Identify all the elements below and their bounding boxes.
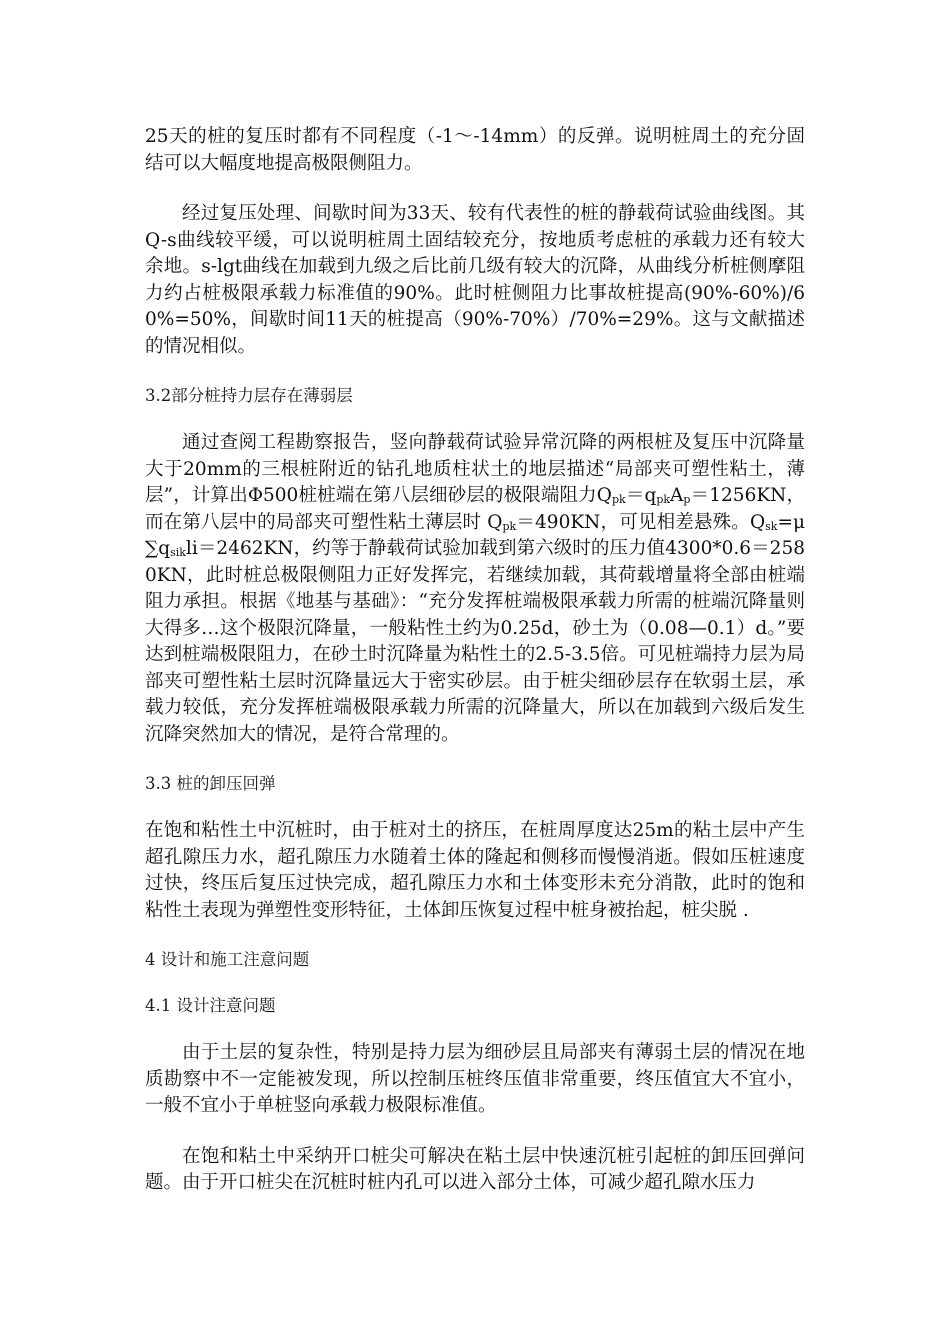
section-heading-4-1: 4.1 设计注意问题 — [145, 996, 276, 1015]
paragraph-weak-layer-analysis: 通过查阅工程勘察报告，竖向静载荷试验异常沉降的两根桩及复压中沉降量大于20mm的三根桩附近的钻孔地质柱状土的地层描述“局部夹可塑性粘土，薄层”，计算出Φ500桩桩端在第八层细砂层的极限端阻力$Q_{pk}=q_{pk}A_p=1256KN$，而在第八层中的局部夹可塑性粘土薄层时 $Q_{pk}=490KN$，可见相差悬殊。$Q_{sk}=\mu\sum q_{sik}li=2462KN$，约等于静载荷试验加载到第六级时的压力值4300*0.6＝2580KN，此时桩总极限侧阻力正好发挥完，若继续加载，其荷载增量将全部由桩端阻力承担。根据《地基与基础》：“充分发挥桩端极限承载力所需的桩端沉降量则大得多…这个极限沉降量，一般粘性土约为0.25d，砂土为（0.08—0.1）d。”要达到桩端极限阻力，在砂土时沉降量为粘性土的2.5-3.5倍。可见桩端持力层为局部夹可塑性粘土层时沉降量远大于密实砂层。由于桩尖细砂层存在软弱土层，承载力较低，充分发挥桩端极限承载力所需的沉降量大，所以在加载到六级后发生沉降突然加大的情况，是符合常理的。 — [145, 432, 805, 745]
section-heading-3-2: 3.2部分桩持力层存在薄弱层 — [145, 386, 353, 405]
document-page — [145, 124, 805, 1197]
paragraph-design-notes: 由于土层的复杂性，特别是持力层为细砂层且局部夹有薄弱土层的情况在地质勘察中不一定能被发现，所以控制压桩终压值非常重要，终压值宜大不宜小，一般不宜小于单桩竖向承载力极限标准值。 — [145, 1042, 805, 1116]
paragraph-consolidation-rebound: 25天的桩的复压时都有不同程度（-1～-14mm）的反弹。说明桩周土的充分固结可以大幅度地提高极限侧阻力。 — [145, 126, 805, 174]
section-heading-3-3: 3.3 桩的卸压回弹 — [145, 774, 276, 793]
section-heading-4: 4 设计和施工注意问题 — [145, 950, 310, 969]
paragraph-open-pile-tip: 在饱和粘土中采纳开口桩尖可解决在粘土层中快速沉桩引起桩的卸压回弹问题。由于开口桩尖在沉桩时桩内孔可以进入部分土体，可减少超孔隙水压力 — [145, 1145, 805, 1193]
paragraph-unloading-rebound: 在饱和粘性土中沉桩时，由于桩对土的挤压，在桩周厚度达25m的粘土层中产生超孔隙压力水，超孔隙压力水随着土体的隆起和侧移而慢慢消逝。假如压桩速度过快，终压后复压过快完成，超孔隙压力水和土体变形未充分消散，此时的饱和粘性土表现为弹塑性变形特征，土体卸压恢复过程中桩身被抬起，桩尖脱 . — [145, 820, 805, 921]
paragraph-static-load-test: 经过复压处理、间歇时间为33天、较有代表性的桩的静载荷试验曲线图。其Q-s曲线较平缓，可以说明桩周土固结较充分，按地质考虑桩的承载力还有较大余地。s-lgt曲线在加载到九级之后比前几级有较大的沉降，从曲线分析桩侧摩阻力约占桩极限承载力标准值的90%。此时桩侧阻力比事故桩提高(90%-60%)/60%=50%，间歇时间11天的桩提高（90%-70%）/70%=29%。这与文献描述的情况相似。 — [145, 203, 805, 357]
